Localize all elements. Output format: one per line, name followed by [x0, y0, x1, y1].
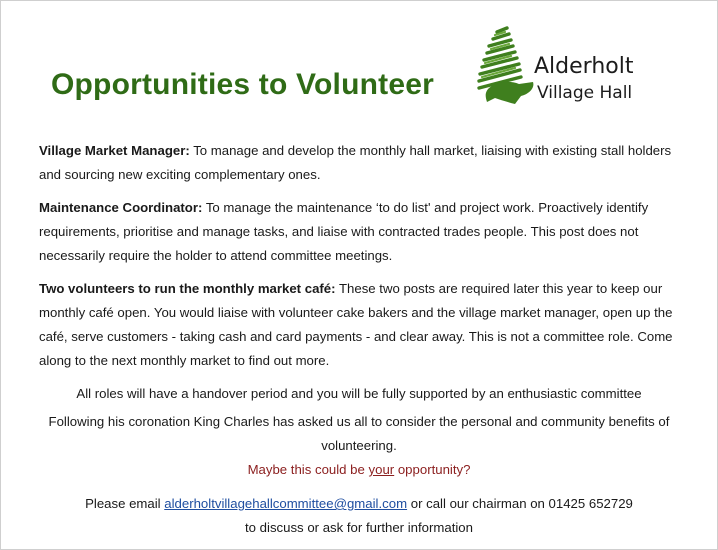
opportunity-suffix: opportunity? [394, 462, 471, 477]
alderholt-logo [475, 22, 665, 122]
role-market-manager [39, 139, 679, 187]
logo-subtitle: Village Hall [537, 83, 633, 103]
contact-line [39, 492, 679, 516]
opportunity-line [39, 458, 679, 482]
logo-name: Alderholt [534, 54, 634, 79]
email-link[interactable]: alderholtvillagehallcommittee@gmail.com [164, 496, 408, 511]
role-description: To manage and develop the monthly hall market, liaising with existing stall holders and sourcing new exciting complementary ones. [39, 143, 672, 182]
coronation-note: Following his coronation King Charles has asked us all to consider the personal and community benefits of volunteering. [48, 414, 670, 453]
page-title: Opportunities to Volunteer [51, 68, 434, 101]
role-heading: Maintenance Coordinator: [39, 200, 203, 215]
role-maintenance-coordinator [39, 196, 679, 268]
contact-line-2: to discuss or ask for further information [245, 520, 473, 535]
contact-prefix: Please email [85, 496, 165, 511]
handover-note: All roles will have a handover period and you will be fully supported by an enthusiastic committee [76, 386, 642, 401]
content-body [39, 139, 679, 540]
role-market-cafe [39, 277, 679, 373]
opportunity-emphasis: your [368, 462, 395, 477]
contact-suffix: or call our chairman on 01425 652729 [407, 496, 633, 511]
opportunity-prefix: Maybe this could be [247, 462, 369, 477]
role-heading: Village Market Manager: [39, 143, 190, 158]
role-heading: Two volunteers to run the monthly market café: [39, 281, 336, 296]
role-description: These two posts are required later this year to keep our monthly café open. You would liaise with volunteer cake bakers and the village market manager, open up the café, serve customers - taking cash and card payments - and clear away. This is not a committee role. Come along to the next monthly market to find out more. [39, 281, 673, 368]
role-description: To manage the maintenance ‘to do list' and project work. Proactively identify requirements, prioritise and manage tasks, and liaise with contracted trades people. This post does not necessarily require the holder to attend committee meetings. [39, 200, 649, 263]
